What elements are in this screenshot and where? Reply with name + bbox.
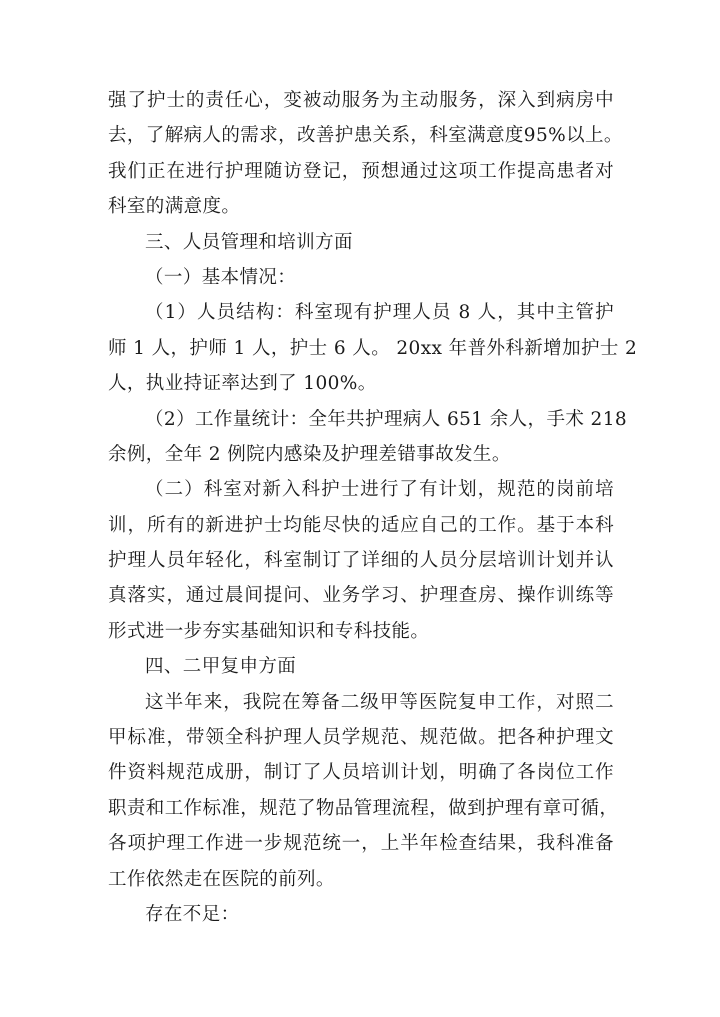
body-line: （2）工作量统计：全年共护理病人 651 余人，手术 218 — [145, 408, 628, 430]
body-line: 职责和工作标准，规范了物品管理流程，做到护理有章可循， — [108, 797, 619, 819]
body-line: 各项护理工作进一步规范统一，上半年检查结果，我科准备 — [108, 833, 614, 855]
body-line: 师 1 人，护师 1 人，护士 6 人。 20xx 年普外科新增加护士 2 — [108, 337, 638, 359]
body-line: 这半年来，我院在筹备二级甲等医院复申工作，对照二 — [145, 691, 614, 713]
section-heading: 四、二甲复申方面 — [145, 656, 297, 678]
body-line: 人，执业持证率达到了 100%。 — [108, 373, 377, 395]
body-line: 形式进一步夯实基础知识和专科技能。 — [108, 620, 430, 642]
body-line: 训，所有的新进护士均能尽快的适应自己的工作。基于本科 — [108, 514, 614, 536]
body-line: （1）人员结构：科室现有护理人员 8 人，其中主管护 — [145, 302, 614, 324]
body-line: 真落实，通过晨间提问、业务学习、护理查房、操作训练等 — [108, 585, 614, 607]
subsection-heading: （一）基本情况： — [145, 266, 297, 288]
body-line: 工作依然走在医院的前列。 — [108, 868, 335, 890]
body-line: 甲标准，带领全科护理人员学规范、规范做。把各种护理文 — [108, 727, 614, 749]
document-body — [108, 83, 638, 932]
subsection-heading: （二）科室对新入科护士进行了有计划，规范的岗前培 — [145, 479, 614, 501]
body-line: 件资料规范成册，制订了人员培训计划，明确了各岗位工作 — [108, 762, 614, 784]
body-line: 科室的满意度。 — [108, 196, 241, 218]
section-heading: 存在不足： — [145, 903, 240, 925]
section-heading: 三、人员管理和培训方面 — [145, 231, 353, 253]
body-line: 强了护士的责任心，变被动服务为主动服务，深入到病房中 — [108, 90, 614, 111]
body-line: 护理人员年轻化，科室制订了详细的人员分层培训计划并认 — [108, 550, 614, 572]
body-line: 余例，全年 2 例院内感染及护理差错事故发生。 — [108, 443, 511, 465]
body-line: 去，了解病人的需求，改善护患关系，科室满意度95%以上。 — [108, 125, 623, 147]
body-line: 我们正在进行护理随访登记，预想通过这项工作提高患者对 — [108, 160, 614, 182]
